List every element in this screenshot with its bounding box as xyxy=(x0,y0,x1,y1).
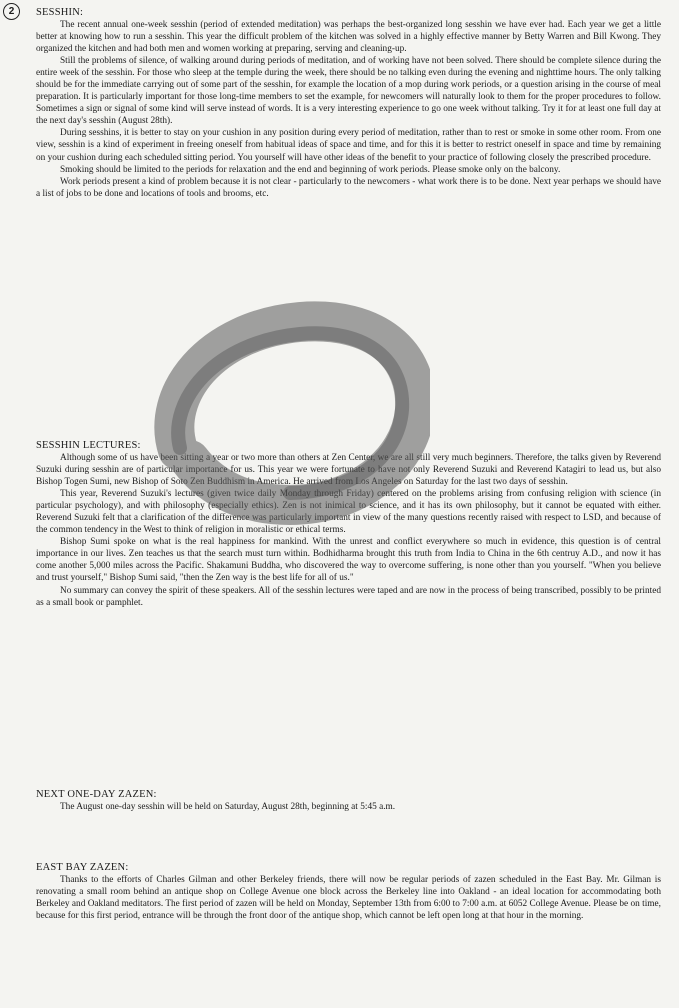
section-east-bay-zazen xyxy=(36,862,661,922)
page-number: 2 xyxy=(3,3,20,20)
paragraph: No summary can convey the spirit of these speakers. All of the sesshin lectures were taped and are now in the process of being transcribed, possibly to be printed as a small book or pamphlet. xyxy=(36,585,661,608)
section-next-one-day-zazen xyxy=(36,789,661,813)
paragraph: This year, Reverend Suzuki's lectures (given twice daily Monday through Friday) centered on the problems arising from confusing religion with science (in particular psychology), and with philosophy (especially ethics). Zen is not inimical to science, and it has its own philosophy, but it cannot be equated with either. Reverend Suzuki felt that a clarification of the difference was particularly important in view of the many questions recently raised with respect to LSD, and because of the common tendency in the West to think of religion in moralistic or ethical terms. xyxy=(36,489,661,536)
section-sesshin-lectures xyxy=(36,440,661,609)
paragraph: Smoking should be limited to the periods for relaxation and the end and beginning of work periods. Please smoke only on the balcony. xyxy=(60,164,561,175)
paragraph: The recent annual one-week sesshin (period of extended meditation) was perhaps the best-organized long sesshin we have ever had. Each year we get a little better at knowing how to run a sesshin. This year the difficult problem of the kitchen was solved in a highly effective manner by Betty Warren and Bill Kwong. They organized the kitchen and had both men and women working at preparing, serving and cleaning-up. xyxy=(36,20,661,55)
section-heading: SESSHIN: xyxy=(36,7,84,18)
section-heading: EAST BAY ZAZEN: xyxy=(36,862,129,873)
section-sesshin xyxy=(36,7,661,200)
section-heading: SESSHIN LECTURES: xyxy=(36,440,141,451)
paragraph: Although some of us have been sitting a year or two more than others at Zen Center, we are all still very much beginners. Therefore, the talks given by Reverend Suzuki during sesshin are of particular importance for us. This year we were fortunate to have not only Reverend Suzuki and Reverend Katagiri to lead us, but also Bishop Togen Sumi, new Bishop of Soto Zen Buddhism in America. He arrived from Los Angeles on Saturday for the last two days of sesshin. xyxy=(36,453,661,488)
paragraph: Bishop Sumi spoke on what is the real happiness for mankind. With the unrest and conflict everywhere so much in evidence, this question is of central importance in our lives. Zen teaches us that the search must turn within. Bodhidharma brought this truth from India to China in the 6th centruy A.D., and now it has come another 5,000 miles across the Pacific. Shakamuni Buddha, who discovered the way to overcome suffering, is none other than you yourself. "When you believe and trust yourself," Bishop Sumi said, "then the Zen way is the best life for all of us." xyxy=(36,537,661,584)
paragraph: Thanks to the efforts of Charles Gilman and other Berkeley friends, there will now be regular periods of zazen scheduled in the East Bay. Mr. Gilman is renovating a small room behind an antique shop on College Avenue one block across the Berkeley line into Oakland - an ideal location for accommodating both Berkeley and Oakland meditators. The first period of zazen will be held on Monday, September 13th from 6:00 to 7:00 a.m. at 6052 College Avenue. Please be on time, because for this first period, entrance will be through the front door of the antique shop, which cannot be left open long at that hour in the morning. xyxy=(36,875,661,922)
paragraph: During sesshins, it is better to stay on your cushion in any position during every period of meditation, rather than to rest or smoke in some other room. From one view, sesshin is a kind of experiment in freeing oneself from habitual ideas of space and time, and for this it is better to restrict oneself in space and time by remaining on your cushion during each scheduled sitting period. You yourself will have other ideas of the benefit to your practice of following closely the prescribed procedure. xyxy=(36,128,661,163)
paragraph: Still the problems of silence, of walking around during periods of meditation, and of working have not been solved. There should be complete silence during the entire week of the sesshin. For those who sleep at the temple during the week, there should be no talking even during the evening and nighttime hours. The only talking should be for the immediate carrying out of some part of the sesshin, for example the location of a mop during work periods, or a question arising in the course of meal preparation. It is particularly important for those long-time members to set the example, for newcomers will naturally look to them for the proper procedures to follow. Sometimes a sign or signal of some kind will serve instead of words. It is a very interesting experience to go one week without talking. Try it for at least one full day at the next day's sesshin (August 28th). xyxy=(36,56,661,127)
paragraph: The August one-day sesshin will be held on Saturday, August 28th, beginning at 5:45 a.m. xyxy=(60,802,396,812)
paragraph: Work periods present a kind of problem because it is not clear - particularly to the newcomers - what work there is to be done. Next year perhaps we should have a list of jobs to be done and locations of tools and brooms, etc. xyxy=(36,176,661,199)
section-heading: NEXT ONE-DAY ZAZEN: xyxy=(36,789,157,800)
